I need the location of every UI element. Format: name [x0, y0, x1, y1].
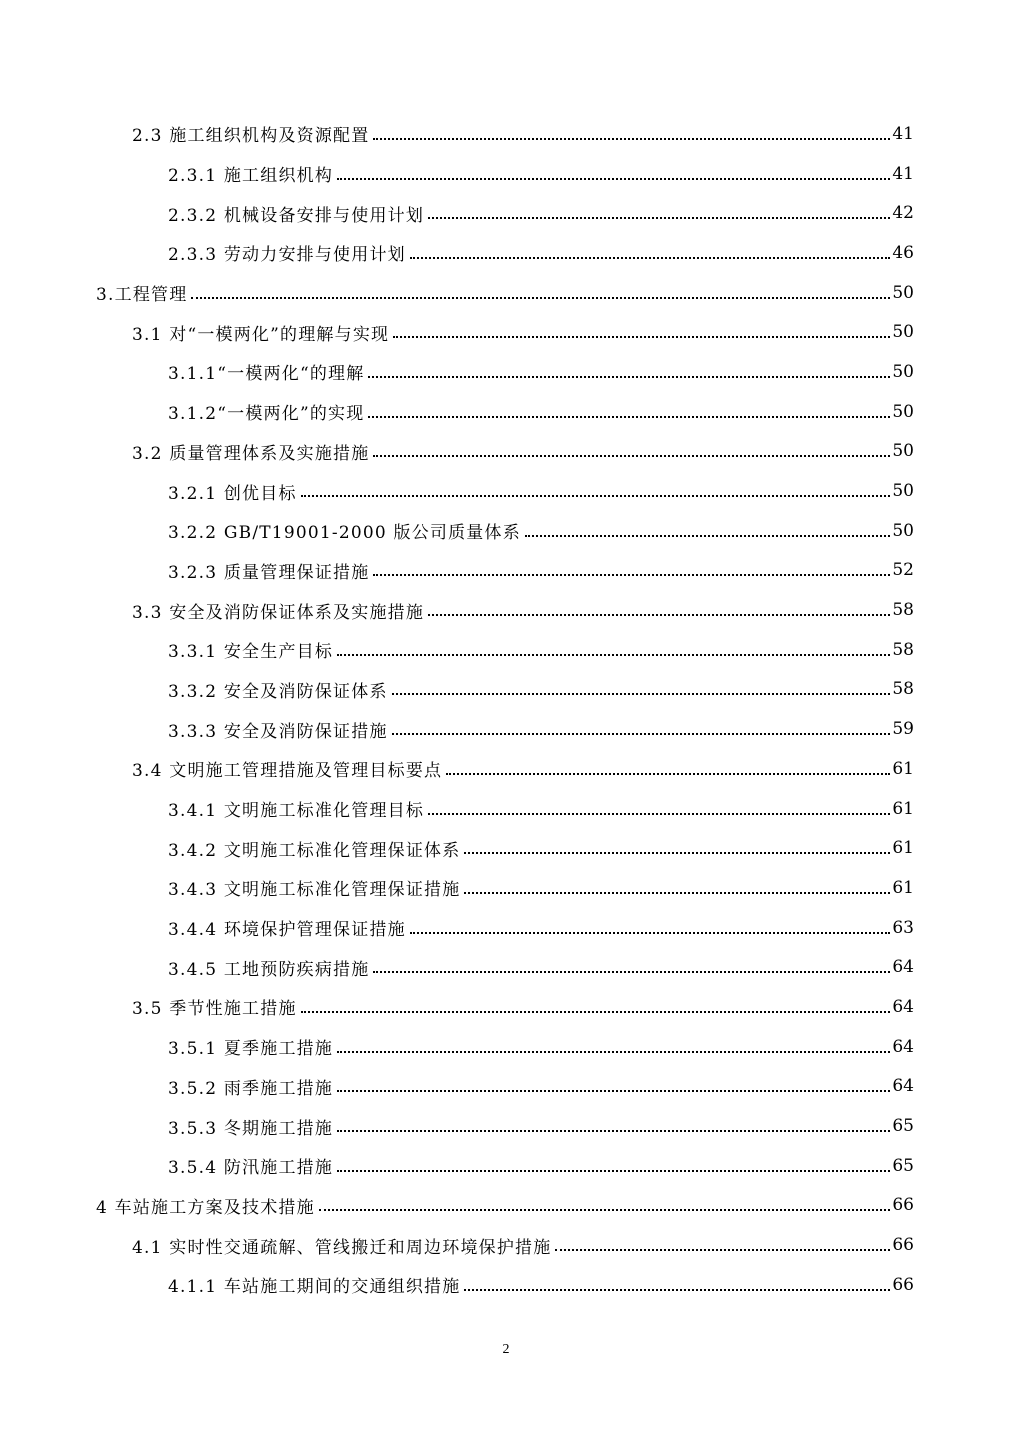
toc-entry-page: 66	[892, 1195, 914, 1216]
toc-leader-dots	[428, 216, 890, 219]
toc-entry-label: 2.3.3 劳动力安排与使用计划	[168, 245, 406, 266]
toc-leader-dots	[525, 534, 890, 537]
toc-entry[interactable]	[0, 471, 1012, 511]
toc-leader-dots	[393, 335, 890, 338]
toc-entry[interactable]	[0, 1067, 1012, 1107]
toc-entry-label: 3.3.1 安全生产目标	[168, 642, 334, 663]
toc-leader-dots	[428, 613, 890, 616]
toc-entry-page: 66	[892, 1235, 914, 1256]
toc-leader-dots	[301, 1010, 890, 1013]
toc-entry-label: 3.1 对“一模两化”的理解与实现	[132, 324, 390, 345]
toc-entry-label: 3.4 文明施工管理措施及管理目标要点	[132, 761, 443, 782]
toc-entry[interactable]	[0, 1265, 1012, 1305]
toc-leader-dots	[464, 1288, 890, 1291]
toc-entry[interactable]	[0, 709, 1012, 749]
toc-leader-dots	[337, 653, 890, 656]
toc-entry-label: 3.3.2 安全及消防保证体系	[168, 681, 388, 702]
toc-entry-page: 61	[892, 758, 914, 779]
toc-entry[interactable]	[0, 987, 1012, 1027]
toc-entry-page: 50	[892, 282, 914, 303]
toc-entry-label: 3.4.3 文明施工标准化管理保证措施	[168, 880, 461, 901]
toc-entry-label: 3.5.2 雨季施工措施	[168, 1078, 334, 1099]
table-of-contents	[0, 114, 1012, 1305]
toc-leader-dots	[373, 573, 890, 576]
toc-entry-page: 41	[892, 163, 914, 184]
toc-leader-dots	[337, 1169, 890, 1172]
toc-entry-page: 50	[892, 322, 914, 343]
toc-entry-page: 65	[892, 1155, 914, 1176]
toc-entry-page: 66	[892, 1274, 914, 1295]
toc-entry-page: 42	[892, 203, 914, 224]
toc-entry-page: 63	[892, 917, 914, 938]
toc-leader-dots	[337, 1089, 890, 1092]
toc-entry-label: 3.工程管理	[96, 285, 188, 306]
toc-entry-page: 64	[892, 1036, 914, 1057]
toc-entry-label: 3.4.2 文明施工标准化管理保证体系	[168, 840, 461, 861]
toc-leader-dots	[337, 177, 890, 180]
toc-leader-dots	[191, 296, 890, 299]
toc-entry-page: 50	[892, 401, 914, 422]
toc-leader-dots	[373, 137, 890, 140]
toc-entry[interactable]	[0, 432, 1012, 472]
toc-leader-dots	[368, 415, 890, 418]
toc-entry[interactable]	[0, 630, 1012, 670]
toc-leader-dots	[464, 891, 890, 894]
toc-entry-label: 3.4.4 环境保护管理保证措施	[168, 920, 406, 941]
toc-leader-dots	[301, 494, 890, 497]
toc-entry-label: 3.5.3 冬期施工措施	[168, 1118, 334, 1139]
toc-entry-label: 4.1.1 车站施工期间的交通组织措施	[168, 1277, 461, 1298]
toc-leader-dots	[555, 1248, 890, 1251]
toc-entry-label: 3.2.1 创优目标	[168, 483, 297, 504]
toc-entry-label: 3.4.5 工地预防疾病措施	[168, 959, 370, 980]
toc-entry-label: 3.5 季节性施工措施	[132, 999, 297, 1020]
toc-entry-page: 50	[892, 481, 914, 502]
toc-entry-label: 3.1.2“一模两化”的实现	[168, 404, 365, 425]
toc-entry-page: 58	[892, 639, 914, 660]
toc-leader-dots	[464, 851, 890, 854]
toc-leader-dots	[428, 812, 890, 815]
toc-leader-dots	[319, 1208, 890, 1211]
toc-entry-label: 3.2.2 GB/T19001-2000 版公司质量体系	[168, 523, 521, 544]
toc-entry-page: 58	[892, 600, 914, 621]
toc-leader-dots	[337, 1050, 890, 1053]
toc-entry[interactable]	[0, 392, 1012, 432]
toc-entry-page: 61	[892, 838, 914, 859]
toc-entry[interactable]	[0, 193, 1012, 233]
toc-leader-dots	[373, 970, 890, 973]
toc-entry-page: 58	[892, 679, 914, 700]
toc-leader-dots	[410, 256, 890, 259]
toc-leader-dots	[392, 732, 890, 735]
toc-entry[interactable]	[0, 749, 1012, 789]
toc-entry[interactable]	[0, 1106, 1012, 1146]
toc-leader-dots	[373, 454, 890, 457]
toc-entry[interactable]	[0, 154, 1012, 194]
toc-entry[interactable]	[0, 868, 1012, 908]
toc-leader-dots	[392, 692, 890, 695]
toc-entry-label: 3.5.1 夏季施工措施	[168, 1039, 334, 1060]
toc-entry-label: 3.5.4 防汛施工措施	[168, 1158, 334, 1179]
toc-entry-label: 2.3 施工组织机构及资源配置	[132, 126, 370, 147]
toc-entry[interactable]	[0, 908, 1012, 948]
toc-entry[interactable]	[0, 590, 1012, 630]
toc-entry[interactable]	[0, 828, 1012, 868]
toc-entry-label: 3.4.1 文明施工标准化管理目标	[168, 801, 425, 822]
toc-entry-label: 3.3 安全及消防保证体系及实施措施	[132, 602, 425, 623]
toc-entry[interactable]	[0, 947, 1012, 987]
page-number: 2	[502, 1342, 510, 1357]
toc-entry-label: 3.1.1“一模两化“的理解	[168, 364, 365, 385]
toc-entry-page: 50	[892, 441, 914, 462]
toc-leader-dots	[410, 931, 890, 934]
toc-entry[interactable]	[0, 312, 1012, 352]
toc-entry-label: 4 车站施工方案及技术措施	[96, 1197, 315, 1218]
toc-entry-page: 41	[892, 123, 914, 144]
toc-entry-page: 59	[892, 719, 914, 740]
toc-entry-label: 2.3.2 机械设备安排与使用计划	[168, 205, 425, 226]
toc-entry-page: 61	[892, 877, 914, 898]
toc-entry-label: 4.1 实时性交通疏解、管线搬迁和周边环境保护措施	[132, 1237, 552, 1258]
toc-entry[interactable]	[0, 789, 1012, 829]
toc-entry[interactable]	[0, 511, 1012, 551]
toc-entry-page: 61	[892, 798, 914, 819]
toc-entry-page: 64	[892, 996, 914, 1017]
toc-leader-dots	[337, 1129, 890, 1132]
toc-entry[interactable]	[0, 1146, 1012, 1186]
toc-entry[interactable]	[0, 114, 1012, 154]
toc-entry-page: 64	[892, 957, 914, 978]
toc-entry-label: 3.3.3 安全及消防保证措施	[168, 721, 388, 742]
toc-entry[interactable]	[0, 233, 1012, 273]
toc-entry[interactable]	[0, 1186, 1012, 1226]
toc-entry[interactable]	[0, 551, 1012, 591]
toc-entry-page: 46	[892, 242, 914, 263]
toc-entry[interactable]	[0, 670, 1012, 710]
toc-entry-page: 52	[892, 560, 914, 581]
toc-entry[interactable]	[0, 273, 1012, 313]
toc-entry-label: 3.2.3 质量管理保证措施	[168, 562, 370, 583]
toc-entry-label: 3.2 质量管理体系及实施措施	[132, 443, 370, 464]
toc-leader-dots	[368, 375, 890, 378]
toc-entry[interactable]	[0, 1225, 1012, 1265]
toc-entry[interactable]	[0, 352, 1012, 392]
toc-entry-page: 65	[892, 1116, 914, 1137]
toc-entry-label: 2.3.1 施工组织机构	[168, 166, 334, 187]
toc-leader-dots	[446, 772, 890, 775]
toc-entry[interactable]	[0, 1027, 1012, 1067]
toc-entry-page: 50	[892, 361, 914, 382]
toc-entry-page: 64	[892, 1076, 914, 1097]
toc-entry-page: 50	[892, 520, 914, 541]
